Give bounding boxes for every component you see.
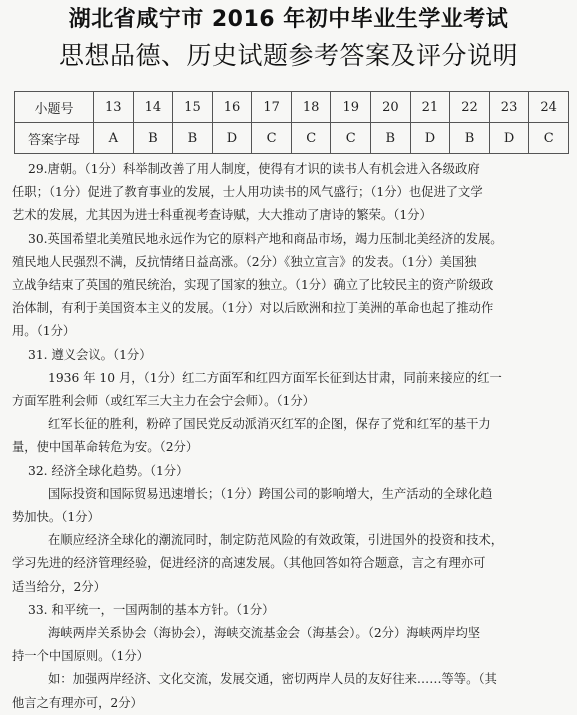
q29-line: 艺术的发展，尤其因为进士科重视考查诗赋，大大推动了唐诗的繁荣。（1分） (12, 208, 432, 223)
question-number-row (15, 92, 569, 123)
answer-letter: B (371, 123, 411, 154)
q33-line: 33. 和平统一，一国两制的基本方针。（1分） (28, 602, 275, 617)
question-number: 13 (94, 92, 134, 123)
q29-line: 任职；（1分）促进了教育事业的发展，士人用功读书的风气盛行；（1分）也促进了文学 (12, 185, 483, 200)
q32-line: 国际投资和国际贸易迅速增长；（1分）跨国公司的影响增大，生产活动的全球化趋 (48, 486, 493, 501)
question-number: 24 (529, 92, 569, 123)
q33-line: 持一个中国原则。（1分） (12, 649, 149, 664)
q31-line: 31. 遵义会议。（1分） (28, 347, 152, 362)
answer-letter: C (252, 123, 292, 154)
question-number: 18 (291, 92, 331, 123)
title-line1: 湖北省咸宁市 2016 年初中毕业生学业考试 (68, 7, 509, 32)
q31-line: 方面军胜利会师（或红军三大主力在会宁会师）。（1分） (12, 394, 315, 409)
answer-letter: B (133, 123, 173, 154)
row-label: 答案字母 (15, 123, 94, 154)
question-number: 22 (450, 92, 490, 123)
q31-line: 红军长征的胜利，粉碎了国民党反动派消灭红军的企图，保存了党和红军的基干力 (48, 417, 491, 432)
q29-line: 29.唐朝。（1分）科举制改善了用人制度，使得有才识的读书人有机会进入各级政府 (28, 162, 480, 176)
answer-letter: B (173, 123, 213, 154)
q30-line: 治体制，有利于美国资本主义的发展。（1分）对以后欧洲和拉丁美洲的革命也起了推动作 (12, 301, 494, 316)
question-number: 20 (371, 92, 411, 123)
question-number: 15 (173, 92, 213, 123)
answer-letter: D (489, 123, 529, 154)
answer-letter: A (94, 123, 134, 154)
question-number: 21 (410, 92, 450, 123)
q30-line: 30.英国希望北美殖民地永远作为它的原料产地和商品市场，竭力压制北美经济的发展。 (28, 231, 503, 246)
q32-line: 势加快。（1分） (12, 510, 100, 525)
answer-letter-row (15, 123, 569, 154)
answer-letter: B (450, 123, 490, 154)
q31-line: 量，使中国革命转危为安。（2分） (12, 440, 199, 455)
q33-line: 如：加强两岸经济、文化交流，发展交通，密切两岸人员的友好往来……等等。（其 (48, 672, 497, 687)
q32-line: 32. 经济全球化趋势。（1分） (28, 463, 189, 478)
row-label: 小题号 (15, 92, 94, 123)
answer-table (14, 91, 569, 154)
answer-letter: D (212, 123, 252, 154)
q33-line: 海峡两岸关系协会（海协会），海峡交流基金会（海基会）。（2分）海峡两岸均坚 (48, 626, 481, 641)
answer-letter: C (331, 123, 371, 154)
question-number: 16 (212, 92, 252, 123)
title-line2: 思想品德、历史试题参考答案及评分说明 (58, 41, 518, 70)
q31-line: 1936 年 10 月，（1分）红二方面军和红四方面军长征到达甘肃，同前来接应的红一 (48, 370, 502, 385)
question-number: 17 (252, 92, 292, 123)
q30-line: 殖民地人民强烈不满，反抗情绪日益高涨。（2分）《独立宣言》的发表。（1分）美国独 (12, 254, 477, 269)
q32-line: 在顺应经济全球化的潮流同时，制定防范风险的有效政策，引进国外的投资和技术， (48, 533, 503, 548)
answer-letter: C (291, 123, 331, 154)
question-number: 19 (331, 92, 371, 123)
answer-letter: C (529, 123, 569, 154)
question-number: 23 (489, 92, 529, 123)
question-number: 14 (133, 92, 173, 123)
q30-line: 用。（1分） (12, 324, 76, 339)
q32-line: 学习先进的经济管理经验，促进经济的高速发展。（其他回答如符合题意，言之有理亦可 (12, 556, 486, 571)
q32-line: 适当给分，2分） (12, 579, 106, 594)
q33-line: 他言之有理亦可，2分） (12, 695, 143, 710)
answer-body (12, 158, 568, 715)
answer-letter: D (410, 123, 450, 154)
q30-line: 立战争结束了英国的殖民统治，实现了国家的独立。（1分）确立了比较民主的资产阶级政 (12, 278, 494, 293)
